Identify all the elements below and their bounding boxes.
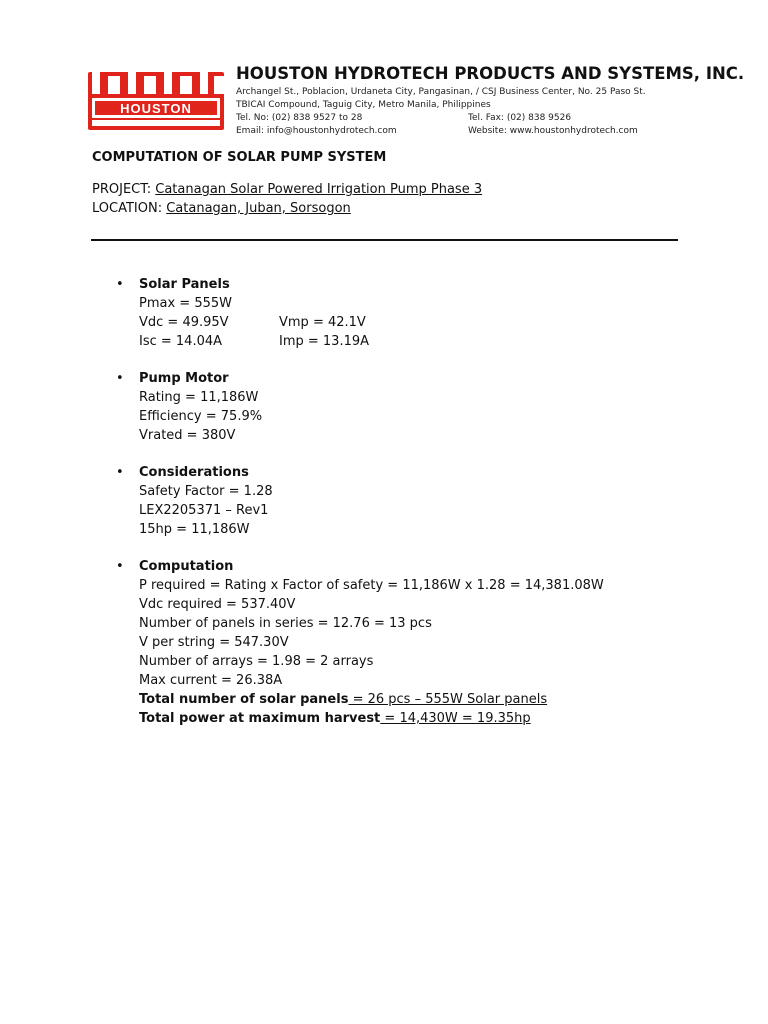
houston-logo xyxy=(86,68,226,132)
total-power-line xyxy=(139,709,679,728)
vmp-value: Vmp = 42.1V xyxy=(279,315,366,330)
project-label: PROJECT: xyxy=(92,182,156,197)
location-label: LOCATION: xyxy=(92,201,167,216)
list-item: Max current = 26.38A xyxy=(139,673,283,688)
total-panels-label: Total number of solar panels xyxy=(139,692,349,707)
project-value: Catanagan Solar Powered Irrigation Pump Phase 3 xyxy=(155,182,483,197)
divider-line xyxy=(91,239,678,241)
letterhead xyxy=(86,62,745,142)
section-heading: Solar Panels xyxy=(139,277,230,292)
project-line xyxy=(92,182,482,197)
bullet-icon: • xyxy=(116,371,124,386)
location-value: Catanagan, Juban, Sorsogon xyxy=(166,201,351,216)
list-item: Rating = 11,186W xyxy=(139,390,259,405)
bullet-icon: • xyxy=(116,559,124,574)
section-heading: Pump Motor xyxy=(139,371,229,386)
list-item: LEX2205371 – Rev1 xyxy=(139,503,269,518)
location-line xyxy=(92,201,351,216)
isc-value: Isc = 14.04A xyxy=(139,334,223,349)
list-item: V per string = 547.30V xyxy=(139,635,289,650)
website: Website: www.houstonhydrotech.com xyxy=(468,126,638,136)
company-name: HOUSTON HYDROTECH PRODUCTS AND SYSTEMS, INC. xyxy=(236,64,745,83)
list-item: 15hp = 11,186W xyxy=(139,522,250,537)
pmax-line: Pmax = 555W xyxy=(139,296,232,311)
imp-value: Imp = 13.19A xyxy=(279,334,370,349)
document-title: COMPUTATION OF SOLAR PUMP SYSTEM xyxy=(92,150,387,165)
address-line-1: Archangel St., Poblacion, Urdaneta City, Pangasinan, / CSJ Business Center, No. 25 Paso St. xyxy=(236,87,646,97)
list-item: Number of panels in series = 12.76 = 13 pcs xyxy=(139,616,432,631)
list-item: Vrated = 380V xyxy=(139,428,236,443)
list-item: Vdc required = 537.40V xyxy=(139,597,296,612)
section-heading: Computation xyxy=(139,559,234,574)
list-item: Efficiency = 75.9% xyxy=(139,409,263,424)
current-row xyxy=(139,332,679,351)
fax: Tel. Fax: (02) 838 9526 xyxy=(468,113,572,123)
total-panels-line xyxy=(139,690,679,709)
bullet-icon: • xyxy=(116,465,124,480)
vdc-value: Vdc = 49.95V xyxy=(139,315,229,330)
email: Email: info@houstonhydrotech.com xyxy=(236,126,397,136)
list-item: P required = Rating x Factor of safety = 11,186W x 1.28 = 14,381.08W xyxy=(139,578,604,593)
list-item: Number of arrays = 1.98 = 2 arrays xyxy=(139,654,374,669)
section-heading: Considerations xyxy=(139,465,249,480)
telephone: Tel. No: (02) 838 9527 to 28 xyxy=(236,113,363,123)
voltage-row xyxy=(139,313,679,332)
total-power-label: Total power at maximum harvest xyxy=(139,711,381,726)
total-panels-value: = 26 pcs – 555W Solar panels xyxy=(348,692,548,707)
total-power-value: = 14,430W = 19.35hp xyxy=(380,711,531,726)
list-item: Safety Factor = 1.28 xyxy=(139,484,273,499)
bullet-icon: • xyxy=(116,277,124,292)
address-line-2: TBICAI Compound, Taguig City, Metro Manila, Philippines xyxy=(236,100,491,110)
logo-text: HOUSTON xyxy=(120,101,192,116)
